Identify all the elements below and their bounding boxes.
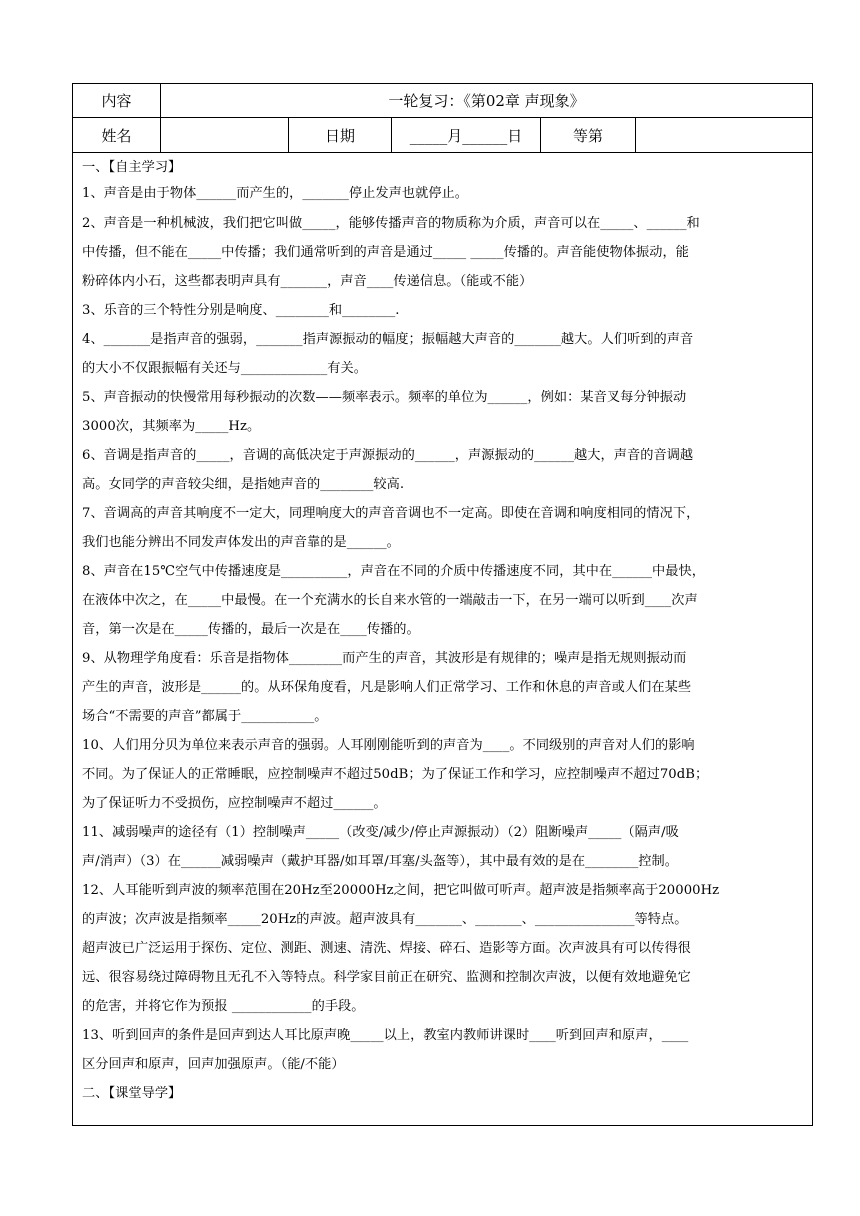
question-line: 8、声音在15℃空气中传播速度是__________，声音在不同的介质中传播速度不同，其中在______中最快， [82,564,705,579]
question-line: 11、减弱噪声的途径有（1）控制噪声_____（改变/减少/停止声源振动）（2）阻断噪声_____（隔声/吸 [82,825,679,840]
grade-label: 等第 [541,118,636,152]
question-line: 我们也能分辨出不同发声体发出的声音靠的是______。 [82,535,400,550]
question-line: 为了保证听力不受损伤，应控制噪声不超过______。 [82,796,387,811]
question-line: 3、乐音的三个特性分别是响度、________和________. [82,303,400,318]
question-line: 的大小不仅跟振幅有关还与_____________有关。 [82,361,367,376]
question-line: 中传播，但不能在_____中传播；我们通常听到的声音是通过_____ _____传播的。声音能使物体振动，能 [82,245,689,260]
question-line: 粉碎体内小石，这些都表明声具有_______，声音____传递信息。（能或不能） [82,274,533,289]
question-line: 13、听到回声的条件是回声到达人耳比原声晚_____以上，教室内教师讲课时____听到回声和原声，____ [82,1028,689,1043]
worksheet-table [72,83,813,1126]
question-line: 4、_______是指声音的强弱，_______指声源振动的幅度；振幅越大声音的_______越大。人们听到的声音 [82,332,694,347]
question-line: 的声波；次声波是指频率_____20Hz的声波。超声波具有_______、_______、_______________等特点。 [82,912,688,927]
question-line: 5、声音振动的快慢常用每秒振动的次数——频率表示。频率的单位为______，例如：某音叉每分钟振动 [82,390,687,405]
question-line: 1、声音是由于物体______而产生的，_______停止发声也就停止。 [82,186,469,201]
question-line: 场合“不需要的声音”都属于___________。 [82,709,328,724]
question-line: 7、音调高的声音其响度不一定大，同理响度大的声音音调也不一定高。即使在音调和响度相同的情况下， [82,506,700,521]
content-label: 内容 [73,84,161,117]
chapter-title: 一轮复习：《第02章 声现象》 [388,92,585,110]
question-line: 高。女同学的声音较尖细，是指她声音的________较高. [82,477,405,492]
question-line: 不同。为了保证人的正常睡眠，应控制噪声不超过50dB；为了保证工作和学习，应控制噪声不超过70dB； [82,767,709,782]
question-line: 3000次，其频率为_____Hz。 [82,419,261,434]
header-row-content [73,84,812,118]
question-line: 6、音调是指声音的_____，音调的高低决定于声源振动的______，声源振动的______越大，声音的音调越 [82,448,694,463]
question-line: 9、从物理学角度看：乐音是指物体________而产生的声音，其波形是有规律的；噪声是指无规则振动而 [82,651,687,666]
question-line: 2、声音是一种机械波，我们把它叫做_____，能够传播声音的物质称为介质，声音可以在_____、______和 [82,216,700,231]
question-line: 在液体中次之，在_____中最慢。在一个充满水的长自来水管的一端敲击一下，在另一端可以听到____次声 [82,593,698,608]
name-field[interactable] [161,118,289,152]
question-line: 远、很容易绕过障碍物且无孔不入等特点。科学家目前正在研究、监测和控制次声波，以便有效地避免它 [82,970,691,985]
question-line: 10、人们用分贝为单位来表示声音的强弱。人耳刚刚能听到的声音为____。不同级别的声音对人们的影响 [82,738,695,753]
header-row-info [73,118,812,153]
question-line: 超声波已广泛运用于探伤、定位、测距、测速、清洗、焊接、碎石、造影等方面。次声波具有可以传得很 [82,941,691,956]
date-label: 日期 [289,118,392,152]
question-line: 的危害，并将它作为预报 ____________的手段。 [82,999,365,1014]
question-line: 12、人耳能听到声波的频率范围在20Hz至20000Hz之间，把它叫做可听声。超声波是指频率高于20000Hz [82,883,720,898]
question-line: 产生的声音，波形是______的。从环保角度看，凡是影响人们正常学习、工作和休息的声音或人们在某些 [82,680,692,695]
date-field[interactable]: _____月______日 [392,118,541,152]
section-heading-self-study: 一、【自主学习】 [82,160,182,175]
question-line: 声/消声）（3）在______减弱噪声（戴护耳器/如耳罩/耳塞/头盔等），其中最有效的是在________控制。 [82,854,679,869]
name-label: 姓名 [73,118,161,152]
question-line: 音，第一次是在_____传播的，最后一次是在____传播的。 [82,622,420,637]
question-line: 区分回声和原声，回声加强原声。（能/不能） [82,1057,345,1072]
section-heading-class-guide: 二、【课堂导学】 [82,1086,182,1101]
grade-field[interactable] [636,118,812,152]
study-content [73,154,812,1125]
